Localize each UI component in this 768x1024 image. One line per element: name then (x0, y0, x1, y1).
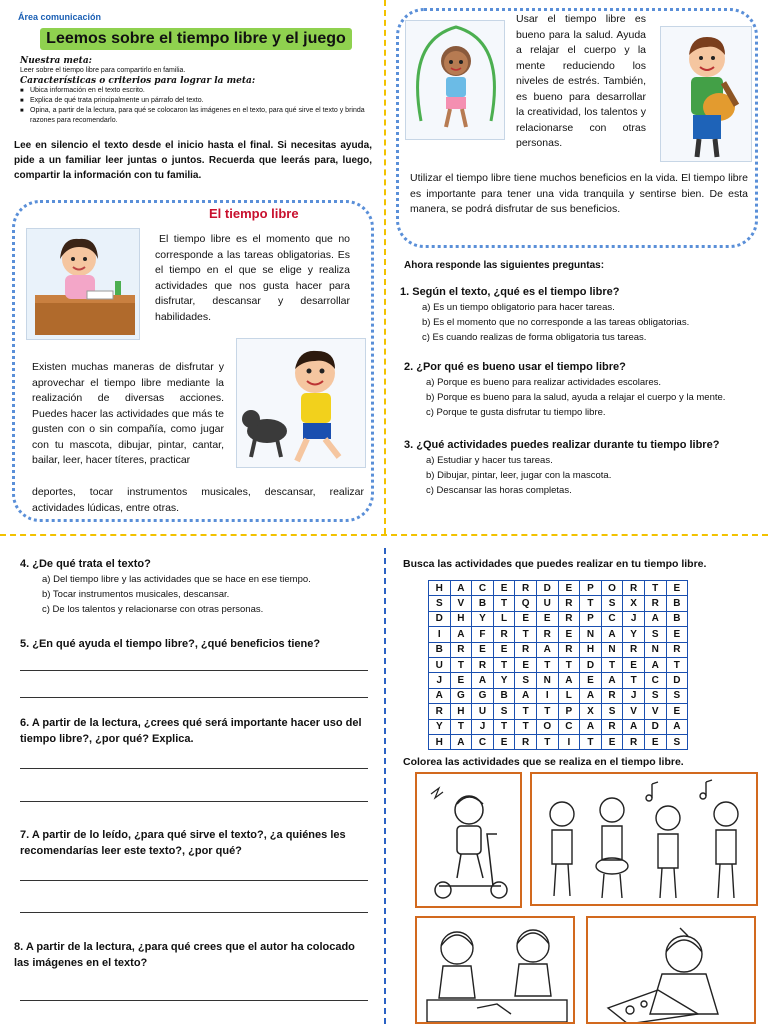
boy-playing-guitar-image (660, 26, 752, 162)
wordsearch-cell[interactable]: F (472, 627, 494, 642)
area-label: Área comunicación (18, 12, 102, 22)
wordsearch-cell[interactable]: N (601, 642, 623, 657)
page-title: Leemos sobre el tiempo libre y el juego (40, 28, 352, 50)
wordsearch-cell[interactable]: C (601, 611, 623, 626)
answer-line[interactable] (20, 880, 368, 881)
wordsearch-cell[interactable]: T (493, 657, 515, 672)
girl-painting-image[interactable] (586, 916, 756, 1024)
wordsearch-cell[interactable]: E (493, 734, 515, 749)
wordsearch-cell[interactable]: E (558, 627, 580, 642)
wordsearch-cell[interactable]: H (450, 704, 472, 719)
wordsearch-cell[interactable]: T (515, 719, 537, 734)
reading-paragraph-2b: deportes, tocar instrumentos musicales, descansar, realizar actividades lúdicas, entre otras. (32, 486, 364, 514)
question-3-text: 3. ¿Qué actividades puedes realizar durante tu tiempo libre? (404, 439, 720, 451)
question-7-text: 7. A partir de lo leído, ¿para qué sirve el texto?, ¿a quiénes les recomendarías leer este texto?, ¿por qué? (20, 829, 346, 857)
reading-paragraph-3a: Usar el tiempo libre es bueno para la salud. Ayuda a relajar el cuerpo y la mente reduciendo los niveles de estrés. También, es bueno para desarrollar la creatividad, los talentos y relacionarse con otras personas. (516, 13, 646, 149)
wordsearch-cell[interactable]: A (601, 673, 623, 688)
wordsearch-cell[interactable]: A (601, 627, 623, 642)
wordsearch-cell[interactable]: R (472, 657, 494, 672)
wordsearch-cell[interactable]: N (644, 642, 666, 657)
wordsearch-cell[interactable]: E (666, 627, 688, 642)
wordsearch-cell[interactable]: R (493, 627, 515, 642)
horizontal-divider (0, 534, 768, 536)
wordsearch-cell[interactable]: E (493, 642, 515, 657)
question-1-option-b[interactable]: b) Es el momento que no corresponde a las tareas obligatorias. (422, 317, 690, 328)
wordsearch-cell[interactable]: R (558, 596, 580, 611)
answer-line[interactable] (20, 801, 368, 802)
top-column-divider (384, 0, 386, 534)
wordsearch-cell[interactable]: V (644, 704, 666, 719)
wordsearch-cell[interactable]: R (558, 611, 580, 626)
question-4-option-c[interactable]: c) De los talentos y relacionarse con otras personas. (42, 604, 264, 615)
wordsearch-cell[interactable]: P (580, 581, 602, 596)
wordsearch-cell[interactable]: D (536, 581, 558, 596)
children-playing-music-image[interactable] (530, 772, 758, 906)
question-1-option-c[interactable]: c) Es cuando realizas de forma obligatoria tus tareas. (422, 332, 647, 343)
wordsearch-cell[interactable]: I (558, 734, 580, 749)
wordsearch-cell[interactable]: E (515, 657, 537, 672)
wordsearch-cell[interactable]: E (536, 611, 558, 626)
wordsearch-cell[interactable]: A (450, 627, 472, 642)
wordsearch-cell[interactable]: A (515, 688, 537, 703)
wordsearch-cell[interactable]: C (472, 734, 494, 749)
criteria-heading: Características o criterios para lograr la meta: (20, 76, 256, 86)
wordsearch-cell[interactable]: A (558, 673, 580, 688)
wordsearch-cell[interactable]: R (515, 734, 537, 749)
wordsearch-cell[interactable]: S (493, 704, 515, 719)
wordsearch-cell[interactable]: X (580, 704, 602, 719)
wordsearch-cell[interactable]: D (644, 719, 666, 734)
wordsearch-cell[interactable]: E (515, 611, 537, 626)
criteria-item: ■ Opina, a partir de la lectura, para qué se colocaron las imágenes en el texto, para qué sirve el texto y brinda razones para recomendarlo. (20, 106, 372, 126)
wordsearch-cell[interactable]: E (666, 704, 688, 719)
reading-paragraph-2a: Existen muchas maneras de disfrutar y aprovechar el tiempo libre mediante la realización de diversas acciones. Puedes hacer las actividades que más te gusten con o sin compañía, como jugar con tu mascota, dibujar, pintar, cantar, bailar, leer, hacer títeres, practicar (32, 361, 224, 466)
wordsearch-cell[interactable]: I (429, 627, 451, 642)
question-2-option-a[interactable]: a) Porque es bueno para realizar actividades escolares. (426, 377, 661, 388)
wordsearch-cell[interactable]: U (472, 704, 494, 719)
wordsearch-row (429, 627, 688, 642)
criteria-item: ■ Ubica información en el texto escrito. (20, 86, 372, 96)
wordsearch-row (429, 611, 688, 626)
wordsearch-cell[interactable]: T (515, 627, 537, 642)
answer-line[interactable] (20, 1000, 368, 1001)
wordsearch-cell[interactable]: B (666, 596, 688, 611)
wordsearch-cell[interactable]: T (450, 657, 472, 672)
answer-line[interactable] (20, 697, 368, 698)
wordsearch-cell[interactable]: Y (472, 611, 494, 626)
wordsearch-cell[interactable]: G (450, 688, 472, 703)
wordsearch-cell[interactable]: D (429, 611, 451, 626)
reading-paragraph-3b: Utilizar el tiempo libre tiene muchos beneficios en la vida. El tiempo libre es importante para tener una vida tranquila y sentirse bien. De esta manera, se podrá disfrutar de sus beneficios. (410, 172, 748, 215)
question-3-option-b[interactable]: b) Dibujar, pintar, leer, jugar con la mascota. (426, 470, 612, 481)
wordsearch-cell[interactable]: T (601, 657, 623, 672)
wordsearch-cell[interactable]: H (429, 734, 451, 749)
wordsearch-cell[interactable]: T (536, 657, 558, 672)
wordsearch-cell[interactable]: E (450, 673, 472, 688)
answer-line[interactable] (20, 768, 368, 769)
questions-heading: Ahora responde las siguientes preguntas: (404, 260, 605, 271)
wordsearch-cell[interactable]: R (623, 581, 645, 596)
wordsearch-cell[interactable]: A (644, 611, 666, 626)
wordsearch-cell[interactable]: A (472, 673, 494, 688)
wordsearch-cell[interactable]: R (644, 596, 666, 611)
wordsearch-heading: Busca las actividades que puedes realizar en tu tiempo libre. (403, 558, 707, 570)
wordsearch-cell[interactable]: C (558, 719, 580, 734)
wordsearch-cell[interactable]: X (623, 596, 645, 611)
criteria-item: ■ Explica de qué trata principalmente un párrafo del texto. (20, 96, 372, 106)
question-2 (404, 359, 764, 420)
wordsearch-cell[interactable]: S (666, 734, 688, 749)
wordsearch-cell[interactable]: E (666, 581, 688, 596)
wordsearch-cell[interactable]: N (536, 673, 558, 688)
wordsearch-cell[interactable]: S (601, 704, 623, 719)
wordsearch-cell[interactable]: I (536, 688, 558, 703)
wordsearch-cell[interactable]: T (666, 657, 688, 672)
goal-section (20, 56, 372, 126)
wordsearch-cell[interactable]: C (472, 581, 494, 596)
wordsearch-row (429, 719, 688, 734)
wordsearch-cell[interactable]: G (472, 688, 494, 703)
instruction-text: Lee en silencio el texto desde el inicio hasta el final. Si necesitas ayuda, pide a un familiar leer juntas o juntos. Recuerda que leerás para, luego, compartir la información con tu familia. (14, 140, 372, 181)
question-4 (20, 556, 372, 617)
wordsearch-cell[interactable]: T (580, 734, 602, 749)
wordsearch-cell[interactable]: T (536, 734, 558, 749)
girl-jumping-rope-image (405, 20, 505, 140)
girl-studying-image (26, 228, 140, 340)
wordsearch-cell[interactable]: T (536, 704, 558, 719)
wordsearch-row (429, 734, 688, 749)
wordsearch-cell[interactable]: A (580, 719, 602, 734)
wordsearch-cell[interactable]: T (515, 704, 537, 719)
wordsearch-cell[interactable]: S (644, 627, 666, 642)
reading-paragraph-1: El tiempo libre es el momento que no corresponde a las tareas obligatorias. Es el tiempo en el que se elige y realiza actividades que nos gusta hacer para disfrutar, descansar y desarrollar habilidades. (155, 233, 350, 323)
answer-line[interactable] (20, 912, 368, 913)
wordsearch-cell[interactable]: A (536, 642, 558, 657)
wordsearch-cell[interactable]: T (623, 673, 645, 688)
wordsearch-cell[interactable]: A (623, 719, 645, 734)
wordsearch-cell[interactable]: U (536, 596, 558, 611)
wordsearch-cell[interactable]: E (644, 734, 666, 749)
wordsearch-row (429, 657, 688, 672)
wordsearch-cell[interactable]: A (450, 734, 472, 749)
wordsearch-cell[interactable]: D (580, 657, 602, 672)
wordsearch-cell[interactable]: A (580, 688, 602, 703)
question-1-text: 1. Según el texto, ¿qué es el tiempo libre? (400, 286, 620, 298)
wordsearch-cell[interactable]: Y (493, 673, 515, 688)
wordsearch-cell[interactable]: S (429, 596, 451, 611)
wordsearch-cell[interactable]: T (493, 719, 515, 734)
wordsearch-cell[interactable]: R (515, 642, 537, 657)
reading-title: El tiempo libre (209, 206, 299, 221)
goal-heading: Nuestra meta: (20, 56, 92, 66)
wordsearch-table (428, 580, 688, 750)
wordsearch-cell[interactable]: Q (515, 596, 537, 611)
wordsearch-cell[interactable]: R (536, 627, 558, 642)
bottom-column-divider (384, 548, 386, 1024)
wordsearch-cell[interactable]: A (644, 657, 666, 672)
wordsearch-cell[interactable]: H (580, 642, 602, 657)
question-4-option-b[interactable]: b) Tocar instrumentos musicales, descansar. (42, 589, 230, 600)
wordsearch-row (429, 642, 688, 657)
wordsearch-cell[interactable]: P (580, 611, 602, 626)
wordsearch-cell[interactable]: B (472, 596, 494, 611)
wordsearch-cell[interactable]: E (493, 581, 515, 596)
wordsearch-cell[interactable]: E (472, 642, 494, 657)
wordsearch-cell[interactable]: B (493, 688, 515, 703)
wordsearch-cell[interactable]: R (601, 719, 623, 734)
wordsearch-cell[interactable]: C (644, 673, 666, 688)
wordsearch-cell[interactable]: H (429, 581, 451, 596)
wordsearch-row (429, 704, 688, 719)
question-4-option-a[interactable]: a) Del tiempo libre y las actividades que se hace en ese tiempo. (42, 574, 311, 585)
wordsearch-cell[interactable]: E (558, 581, 580, 596)
question-2-text: 2. ¿Por qué es bueno usar el tiempo libre? (404, 361, 626, 373)
wordsearch-cell[interactable]: A (429, 688, 451, 703)
wordsearch-cell[interactable]: L (493, 611, 515, 626)
wordsearch-cell[interactable]: V (623, 704, 645, 719)
wordsearch-cell[interactable]: E (580, 673, 602, 688)
wordsearch-cell[interactable]: D (666, 673, 688, 688)
question-5-text: 5. ¿En qué ayuda el tiempo libre?, ¿qué beneficios tiene? (20, 638, 321, 650)
wordsearch-cell[interactable]: R (623, 734, 645, 749)
wordsearch-cell[interactable]: R (666, 642, 688, 657)
wordsearch-row (429, 596, 688, 611)
question-4-text: 4. ¿De qué trata el texto? (20, 558, 151, 570)
wordsearch-cell[interactable]: A (666, 719, 688, 734)
wordsearch-cell[interactable]: R (515, 581, 537, 596)
children-drawing-image[interactable] (415, 916, 575, 1024)
wordsearch-cell[interactable]: J (623, 688, 645, 703)
wordsearch-cell[interactable]: B (429, 642, 451, 657)
wordsearch-grid (428, 580, 688, 750)
wordsearch-row (429, 688, 688, 703)
wordsearch-cell[interactable]: R (601, 688, 623, 703)
wordsearch-cell[interactable]: S (644, 688, 666, 703)
wordsearch-cell[interactable]: V (450, 596, 472, 611)
wordsearch-cell[interactable]: T (493, 596, 515, 611)
wordsearch-cell[interactable]: N (580, 627, 602, 642)
question-3-option-a[interactable]: a) Estudiar y hacer tus tareas. (426, 455, 553, 466)
wordsearch-cell[interactable]: S (515, 673, 537, 688)
wordsearch-cell[interactable]: Y (623, 627, 645, 642)
wordsearch-cell[interactable]: H (450, 611, 472, 626)
wordsearch-cell[interactable]: S (666, 688, 688, 703)
question-8-text: 8. A partir de la lectura, ¿para qué crees que el autor ha colocado las imágenes en el texto? (14, 941, 355, 969)
wordsearch-cell[interactable]: J (623, 611, 645, 626)
wordsearch-cell[interactable]: O (536, 719, 558, 734)
wordsearch-cell[interactable]: J (429, 673, 451, 688)
question-3 (404, 437, 764, 498)
wordsearch-cell[interactable]: S (601, 596, 623, 611)
wordsearch-cell[interactable]: J (472, 719, 494, 734)
question-1-option-a[interactable]: a) Es un tiempo obligatorio para hacer tareas. (422, 302, 615, 313)
wordsearch-cell[interactable]: P (558, 704, 580, 719)
boy-playing-with-dog-image (236, 338, 366, 468)
wordsearch-cell[interactable]: E (623, 657, 645, 672)
wordsearch-row (429, 581, 688, 596)
wordsearch-cell[interactable]: T (558, 657, 580, 672)
wordsearch-cell[interactable]: Y (429, 719, 451, 734)
wordsearch-cell[interactable]: B (666, 611, 688, 626)
wordsearch-row (429, 673, 688, 688)
wordsearch-cell[interactable]: A (450, 581, 472, 596)
wordsearch-cell[interactable]: R (429, 704, 451, 719)
question-1 (400, 284, 760, 345)
wordsearch-cell[interactable]: T (580, 596, 602, 611)
wordsearch-cell[interactable]: O (601, 581, 623, 596)
question-2-option-c[interactable]: c) Porque te gusta disfrutar tu tiempo libre. (426, 407, 606, 418)
wordsearch-cell[interactable]: T (450, 719, 472, 734)
wordsearch-cell[interactable]: R (450, 642, 472, 657)
boy-on-scooter-image[interactable] (415, 772, 522, 908)
coloring-heading: Colorea las actividades que se realiza en el tiempo libre. (403, 756, 684, 768)
wordsearch-cell[interactable]: T (644, 581, 666, 596)
wordsearch-cell[interactable]: R (623, 642, 645, 657)
wordsearch-cell[interactable]: R (558, 642, 580, 657)
answer-line[interactable] (20, 670, 368, 671)
wordsearch-cell[interactable]: U (429, 657, 451, 672)
question-6-text: 6. A partir de la lectura, ¿crees qué será importante hacer uso del tiempo libre?, ¿por qué? Explica. (20, 717, 362, 745)
wordsearch-cell[interactable]: L (558, 688, 580, 703)
criteria-list (20, 86, 372, 126)
question-3-option-c[interactable]: c) Descansar las horas completas. (426, 485, 572, 496)
goal-text: Leer sobre el tiempo libre para compartirlo en familia. (20, 67, 186, 74)
wordsearch-cell[interactable]: E (601, 734, 623, 749)
question-2-option-b[interactable]: b) Porque es bueno para la salud, ayuda a relajar el cuerpo y la mente. (426, 392, 726, 403)
